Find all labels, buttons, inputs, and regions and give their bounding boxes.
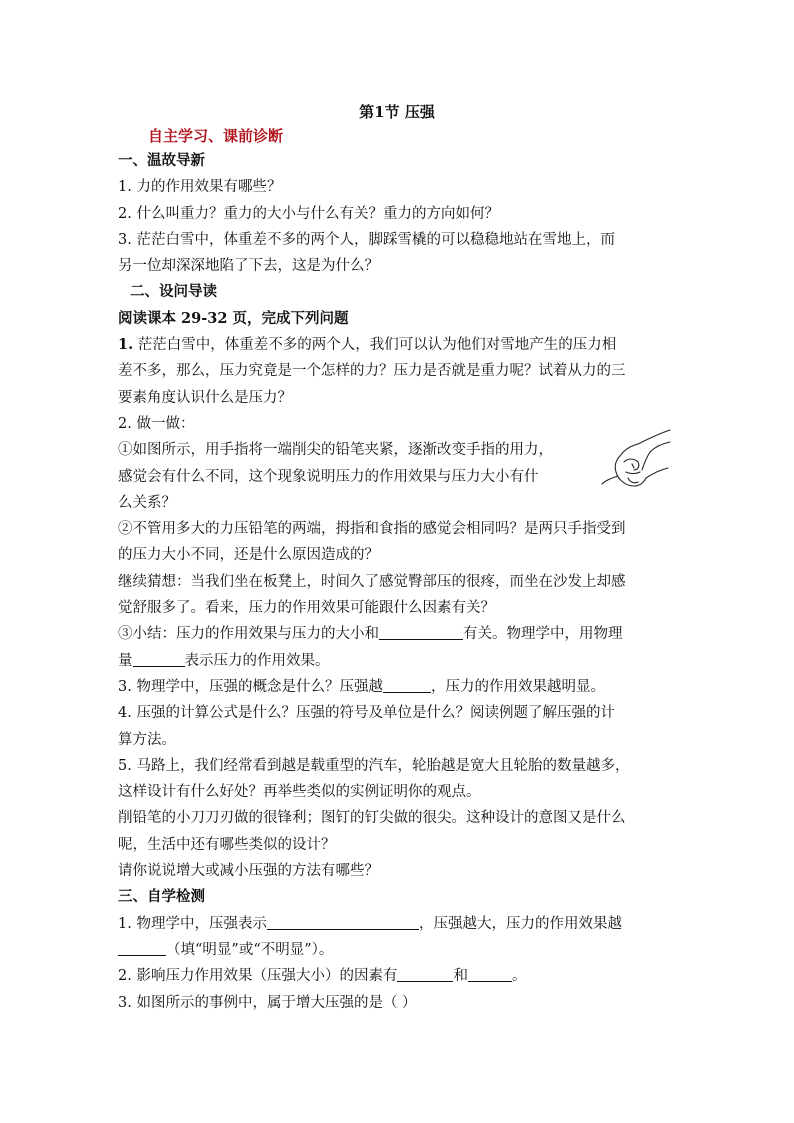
summary-line-1 — [118, 621, 678, 647]
test-1-text-b: ，压强越大，压力的作用效果越 — [418, 915, 622, 932]
reading-instruction: 阅读课本 29-32 页，完成下列问题 — [118, 309, 349, 327]
section-heading-selftest: 三、自学检测 — [118, 888, 205, 906]
test-1-text-c: （填“明显”或“不明显”）。 — [166, 941, 334, 958]
test-question-3: 3. 如图所示的事例中，属于增大压强的是（ ） — [118, 994, 417, 1011]
review-question-2: 2. 什么叫重力？重力的大小与什么有关？重力的方向如何？ — [118, 205, 499, 222]
summary-line-2 — [118, 648, 678, 674]
review-question-3-line-1: 3. 茫茫白雪中，体重差不多的两个人，脚踩雪橇的可以稳稳地站在雪地上，而 — [118, 231, 615, 248]
answer-blank[interactable] — [133, 652, 185, 667]
question-3-text-b: ，压力的作用效果越明显。 — [430, 678, 605, 695]
conjecture-line-1: 继续猜想：当我们坐在板凳上，时间久了感觉臀部压的很疼，而坐在沙发上却感 — [118, 573, 626, 590]
guided-question-5-line-1: 5. 马路上，我们经常看到越是载重型的汽车，轮胎越是宽大且轮胎的数量越多， — [118, 757, 630, 774]
hand-pressing-pencil-illustration — [598, 428, 672, 494]
page-title: 第1节 压强 — [359, 103, 435, 121]
question-number: 1. — [118, 336, 134, 354]
activity-2-line-2: 的压力大小不同，还是什么原因造成的？ — [118, 547, 379, 564]
guided-question-1-line-3: 要素角度认识什么是压力？ — [118, 389, 292, 406]
summary-text-a: ③小结：压力的作用效果与压力的大小和 — [118, 626, 379, 643]
guided-question-1-line-2: 差不多，那么，压力究竟是一个怎样的力？压力是否就是重力呢？试着从力的三 — [118, 363, 626, 380]
review-question-1: 1. 力的作用效果有哪些？ — [118, 179, 282, 196]
conjecture-line-2: 觉舒服多了。看来，压力的作用效果可能跟什么因素有关？ — [118, 600, 495, 617]
answer-blank[interactable] — [397, 967, 453, 982]
summary-text-c: 量 — [118, 652, 133, 669]
activity-1-line-1: ①如图所示，用手指将一端削尖的铅笔夹紧，逐渐改变手指的用力， — [118, 442, 553, 459]
guided-question-2: 2. 做一做： — [118, 415, 195, 432]
guided-question-4-line-1: 4. 压强的计算公式是什么？压强的符号及单位是什么？阅读例题了解压强的计 — [118, 705, 615, 722]
guided-question-1-text: 茫茫白雪中，体重差不多的两个人，我们可以认为他们对雪地产生的压力相 — [133, 337, 617, 354]
guided-question-6-line-2: 呢，生活中还有哪些类似的设计？ — [118, 836, 336, 853]
answer-blank[interactable] — [379, 625, 463, 640]
test-2-text-b: 和 — [453, 968, 468, 985]
guided-question-5-line-2: 这样设计有什么好处？再举些类似的实例证明你的观点。 — [118, 784, 481, 801]
test-1-text-a: 1. 物理学中，压强表示 — [118, 915, 267, 932]
guided-question-1-line-1 — [118, 332, 678, 358]
answer-blank[interactable] — [267, 915, 419, 930]
test-question-2 — [118, 963, 678, 989]
activity-2-line-1: ②不管用多大的力压铅笔的两端，拇指和食指的感觉会相同吗？是两只手指受到 — [118, 521, 626, 538]
test-2-text-c: 。 — [511, 968, 527, 985]
activity-1-line-3: 么关系？ — [118, 494, 176, 511]
guided-question-3 — [118, 674, 678, 700]
answer-blank[interactable] — [118, 941, 166, 956]
summary-text-b: 有关。物理学中，用物理 — [463, 626, 623, 643]
test-2-text-a: 2. 影响压力作用效果（压强大小）的因素有 — [118, 968, 398, 985]
answer-blank[interactable] — [468, 967, 512, 982]
summary-text-d: 表示压力的作用效果。 — [184, 652, 330, 669]
test-question-1-line-2 — [118, 937, 678, 963]
activity-1-line-2: 感觉会有什么不同，这个现象说明压力的作用效果与压力大小有什 — [118, 468, 539, 485]
section-heading-guided: 二、设问导读 — [130, 283, 217, 301]
guided-question-4-line-2: 算方法。 — [118, 731, 176, 748]
document-body — [118, 148, 678, 1016]
guided-question-7: 请你说说增大或减小压强的方法有哪些？ — [118, 863, 379, 880]
section-subtitle: 自主学习、课前诊断 — [148, 127, 284, 145]
answer-blank[interactable] — [383, 678, 431, 693]
review-question-3-line-2: 另一位却深深地陷了下去，这是为什么？ — [118, 258, 379, 275]
test-question-1-line-1 — [118, 911, 678, 937]
section-heading-review: 一、温故导新 — [118, 152, 205, 169]
guided-question-6-line-1: 削铅笔的小刀刀刃做的很锋利；图钉的钉尖做的很尖。这种设计的意图又是什么 — [118, 810, 626, 827]
question-3-text-a: 3. 物理学中，压强的概念是什么？压强越 — [118, 678, 383, 695]
